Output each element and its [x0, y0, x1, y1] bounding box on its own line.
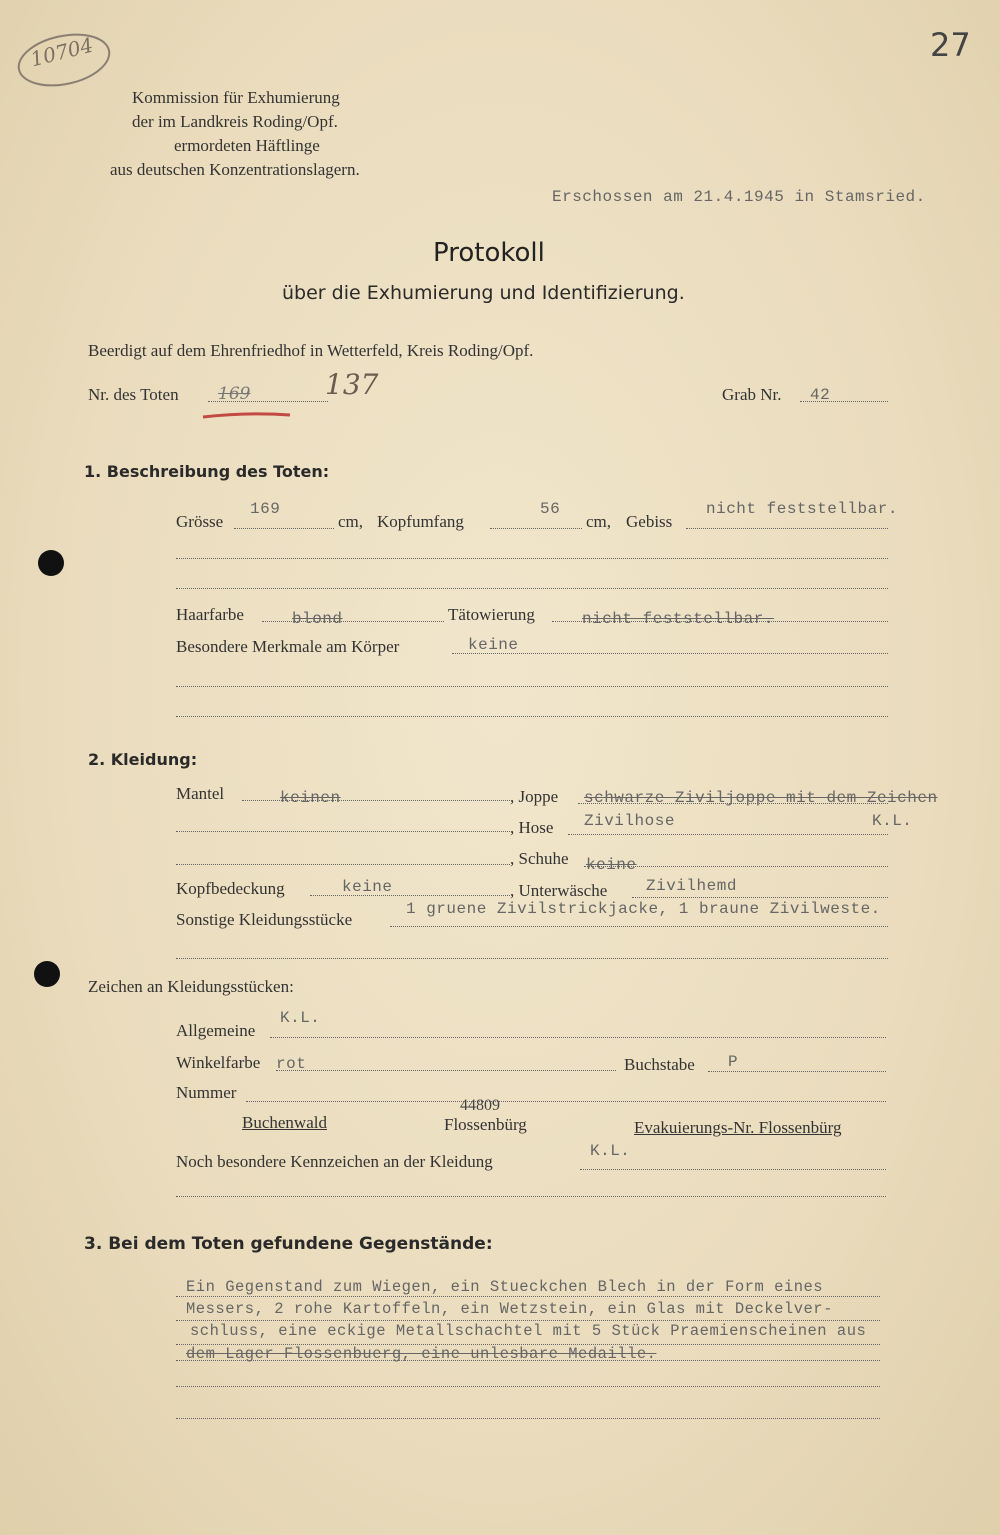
commission-line-2: der im Landkreis Roding/Opf. — [132, 112, 338, 131]
camp-flossenbuerg: Flossenbürg — [444, 1115, 527, 1134]
page-subtitle: über die Exhumierung und Identifizierung. — [282, 282, 685, 304]
punch-hole-bottom — [34, 961, 60, 987]
mantel-value: keinen — [280, 789, 341, 807]
haarfarbe-label: Haarfarbe — [176, 605, 244, 624]
section-3-heading: 3. Bei dem Toten gefundene Gegenstände: — [84, 1234, 493, 1254]
archive-number: 10704 — [28, 32, 96, 72]
merkmale-value: keine — [468, 636, 519, 654]
schuhe-value: keine — [586, 856, 637, 874]
sonstige-value: 1 gruene Zivilstrickjacke, 1 braune Zivilweste. — [406, 900, 881, 918]
dead-number-old: 169 — [218, 384, 251, 404]
buchstabe-value: P — [728, 1053, 739, 1071]
commission-line-1: Kommission für Exhumierung — [132, 88, 340, 107]
punch-hole-top — [38, 550, 64, 576]
nummer-label: Nummer — [176, 1083, 237, 1102]
gebiss-value: nicht feststellbar. — [706, 500, 898, 518]
winkelfarbe-value: rot — [276, 1055, 307, 1073]
camp-buchenwald: Buchenwald — [242, 1113, 327, 1132]
commission-line-3: ermordeten Häftlinge — [174, 136, 320, 155]
buchstabe-label: Buchstabe — [624, 1055, 695, 1074]
dead-number-new: 137 — [325, 368, 379, 401]
taetowierung-label: Tätowierung — [448, 605, 535, 624]
section-1-heading: 1. Beschreibung des Toten: — [84, 462, 330, 481]
schuhe-label: , Schuhe — [510, 849, 569, 868]
grave-number-value: 42 — [810, 386, 831, 404]
joppe-label: , Joppe — [510, 787, 559, 806]
allgemeine-value: K.L. — [280, 1009, 321, 1027]
groesse-value: 169 — [250, 500, 281, 518]
taetowierung-value: nicht feststellbar. — [582, 610, 774, 628]
haarfarbe-value: blond — [292, 610, 343, 628]
sonstige-label: Sonstige Kleidungsstücke — [176, 910, 353, 929]
unterwaesche-label: , Unterwäsche — [510, 881, 608, 900]
commission-line-4: aus deutschen Konzentrationslagern. — [110, 160, 360, 179]
hose-label: , Hose — [510, 818, 554, 837]
gebiss-label: Gebiss — [626, 512, 673, 531]
burial-place: Beerdigt auf dem Ehrenfriedhof in Wetterfeld, Kreis Roding/Opf. — [88, 341, 534, 360]
unterwaesche-value: Zivilhemd — [646, 877, 737, 895]
zeichen-heading: Zeichen an Kleidungsstücken: — [88, 977, 294, 996]
red-underline — [200, 408, 295, 422]
section-2-heading: 2. Kleidung: — [88, 750, 198, 769]
hose-value-mark: K.L. — [872, 812, 913, 830]
dead-number-label: Nr. des Toten — [88, 385, 179, 404]
items-line-4: dem Lager Flossenbuerg, eine unlesbare Medaille. — [186, 1345, 657, 1363]
joppe-value: schwarze Ziviljoppe mit dem Zeichen — [584, 789, 938, 807]
noch-label: Noch besondere Kennzeichen an der Kleidung — [176, 1152, 493, 1171]
kopfumfang-value: 56 — [540, 500, 561, 518]
hose-value: Zivilhose — [584, 812, 675, 830]
shot-note: Erschossen am 21.4.1945 in Stamsried. — [552, 188, 926, 206]
cm-1: cm, — [338, 512, 364, 531]
items-line-1: Ein Gegenstand zum Wiegen, ein Stueckchen Blech in der Form eines — [186, 1278, 824, 1296]
allgemeine-label: Allgemeine — [176, 1021, 256, 1040]
items-line-2: Messers, 2 rohe Kartoffeln, ein Wetzstein, ein Glas mit Deckelver- — [186, 1300, 833, 1318]
kopfbedeckung-value: keine — [342, 878, 393, 896]
page-number: 27 — [930, 26, 971, 64]
cm-2: cm, — [586, 512, 612, 531]
nummer-value: 44809 — [460, 1097, 500, 1114]
winkelfarbe-label: Winkelfarbe — [176, 1053, 261, 1072]
page-title: Protokoll — [433, 238, 545, 268]
evakuierungs-number: Evakuierungs-Nr. Flossenbürg — [634, 1118, 842, 1137]
noch-value: K.L. — [590, 1142, 631, 1160]
mantel-label: Mantel — [176, 784, 225, 803]
kopfumfang-label: Kopfumfang — [377, 512, 464, 531]
grave-number-label: Grab Nr. — [722, 385, 782, 404]
groesse-label: Grösse — [176, 512, 224, 531]
items-line-3: schluss, eine eckige Metallschachtel mit 5 Stück Praemienscheinen aus — [190, 1322, 867, 1340]
merkmale-label: Besondere Merkmale am Körper — [176, 637, 400, 656]
kopfbedeckung-label: Kopfbedeckung — [176, 879, 285, 898]
